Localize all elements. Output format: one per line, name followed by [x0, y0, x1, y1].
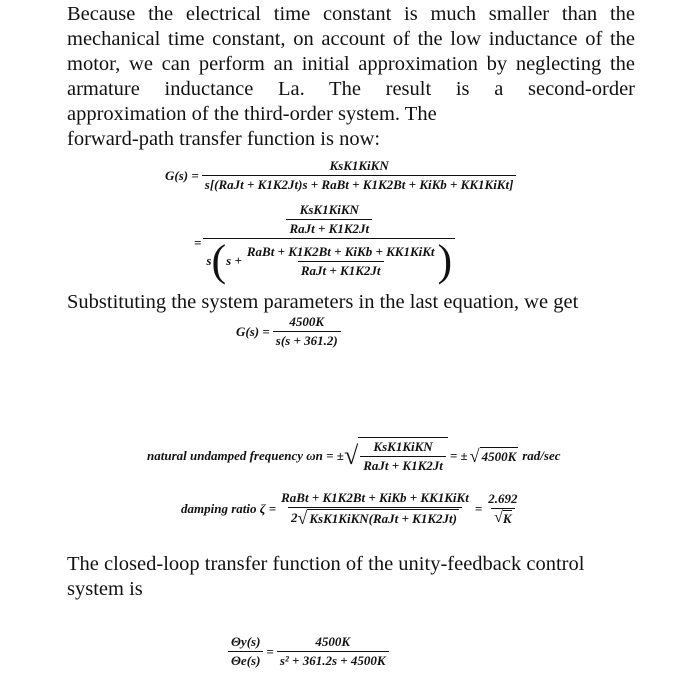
intro-line-6: forward-path transfer function is now:: [67, 128, 381, 150]
equation-substituted: [236, 314, 341, 349]
sqrt-symbol: √: [469, 445, 480, 466]
eq2-den-frac-top: RaBt + K1K2Bt + KiKb + KK1KiKt: [246, 243, 435, 259]
natural-label: natural undamped frequency ωn = ±: [147, 447, 344, 463]
eq2-den-prefix: s: [206, 253, 212, 268]
final-lhs-den: Θe(s): [228, 651, 263, 669]
intro-line-1: Because the electrical time constant is much smaller than the: [67, 3, 635, 25]
natural-unit: rad/sec: [522, 447, 561, 463]
damping-den-sqrt: [298, 509, 459, 527]
natural-result: 4500K: [481, 448, 517, 464]
damping-equals: =: [474, 500, 483, 516]
eq2-denominator: [203, 238, 455, 283]
equation-natural-frequency: [147, 437, 561, 474]
natural-sqrt: [344, 437, 448, 474]
final-lhs-num: Θy(s): [231, 634, 261, 649]
sqrt-symbol: √: [343, 440, 359, 470]
sqrt-symbol: √: [494, 509, 503, 526]
closed-line-2: system is: [67, 578, 143, 600]
natural-sqrt-body: [358, 437, 448, 474]
subst-lhs: G(s) =: [236, 323, 270, 339]
equation-forward-path-normalized: [194, 202, 455, 283]
damping-result-k: K: [502, 510, 512, 526]
equation-forward-path: [165, 158, 516, 193]
eq2-den-fraction: [244, 244, 438, 279]
damping-den-sqrt-body: KsK1KiKN(RaJt + K1K2Jt): [309, 511, 457, 526]
intro-line-2: mechanical time constant, on account of the low inductance of the: [67, 28, 635, 50]
intro-line-5: approximation of the third-order system. The: [67, 103, 437, 125]
damping-numerator: RaBt + K1K2Bt + KiKb + KK1KiKt: [281, 490, 469, 505]
final-equals: =: [266, 643, 274, 659]
intro-line-4: armature inductance La. The result is a second-order: [67, 78, 635, 100]
eq2-den-frac-bottom: RaJt + K1K2Jt: [298, 261, 384, 279]
intro-line-3: motor, we can perform an initial approximation by neglecting the: [67, 53, 635, 75]
eq2-inner-numerator: [286, 202, 372, 237]
eq2-right-paren: ): [437, 236, 453, 285]
eq2-fraction: [203, 202, 455, 283]
subst-fraction: [273, 314, 341, 349]
subst-numerator: 4500K: [289, 314, 325, 329]
damping-result-num: 2.692: [488, 490, 518, 506]
eq2-numerator: [283, 202, 375, 238]
natural-sqrt-top: KsK1KiKN: [373, 439, 433, 454]
damping-result-den: [491, 508, 514, 527]
eq1-numerator: KsK1KiKN: [329, 158, 389, 173]
final-lhs-fraction: [228, 634, 263, 669]
natural-sqrt-bottom: RaJt + K1K2Jt: [360, 456, 446, 474]
damping-den-prefix: 2: [291, 510, 298, 525]
damping-label: damping ratio ζ =: [181, 500, 277, 516]
closed-loop-paragraph: [67, 552, 635, 602]
sqrt-symbol: √: [297, 508, 308, 528]
eq2-equals: =: [194, 234, 202, 250]
final-rhs-den: s² + 361.2s + 4500K: [277, 651, 389, 669]
natural-fraction: [360, 439, 446, 474]
equation-closed-loop: [228, 634, 389, 669]
damping-denominator: [288, 507, 462, 527]
eq2-inner-num-top: KsK1KiKN: [299, 202, 359, 217]
eq1-denominator: s[(RaJt + K1K2Jt)s + RaBt + K1K2Bt + KiKb + KK1KiKt]: [202, 175, 517, 193]
closed-line-1: The closed-loop transfer function of the unity-feedback control: [67, 553, 585, 575]
final-rhs-num: 4500K: [315, 634, 351, 649]
final-rhs-fraction: [277, 634, 389, 669]
intro-paragraph: [67, 2, 635, 152]
damping-result-sqrt: [494, 510, 511, 527]
eq2-left-paren: (: [211, 236, 227, 285]
eq1-lhs: G(s) =: [165, 167, 199, 183]
eq2-den-plus: s +: [226, 253, 242, 268]
damping-result: [485, 491, 520, 527]
substitution-text: Substituting the system parameters in the last equation, we get: [67, 291, 579, 313]
subst-denominator: s(s + 361.2): [273, 331, 341, 349]
eq1-fraction: [202, 158, 517, 193]
natural-result-sqrt: [470, 447, 519, 465]
equation-damping-ratio: [181, 490, 520, 527]
natural-equals: = ±: [449, 447, 468, 463]
eq2-inner-num-bottom: RaJt + K1K2Jt: [286, 219, 372, 237]
damping-fraction: [278, 490, 472, 527]
